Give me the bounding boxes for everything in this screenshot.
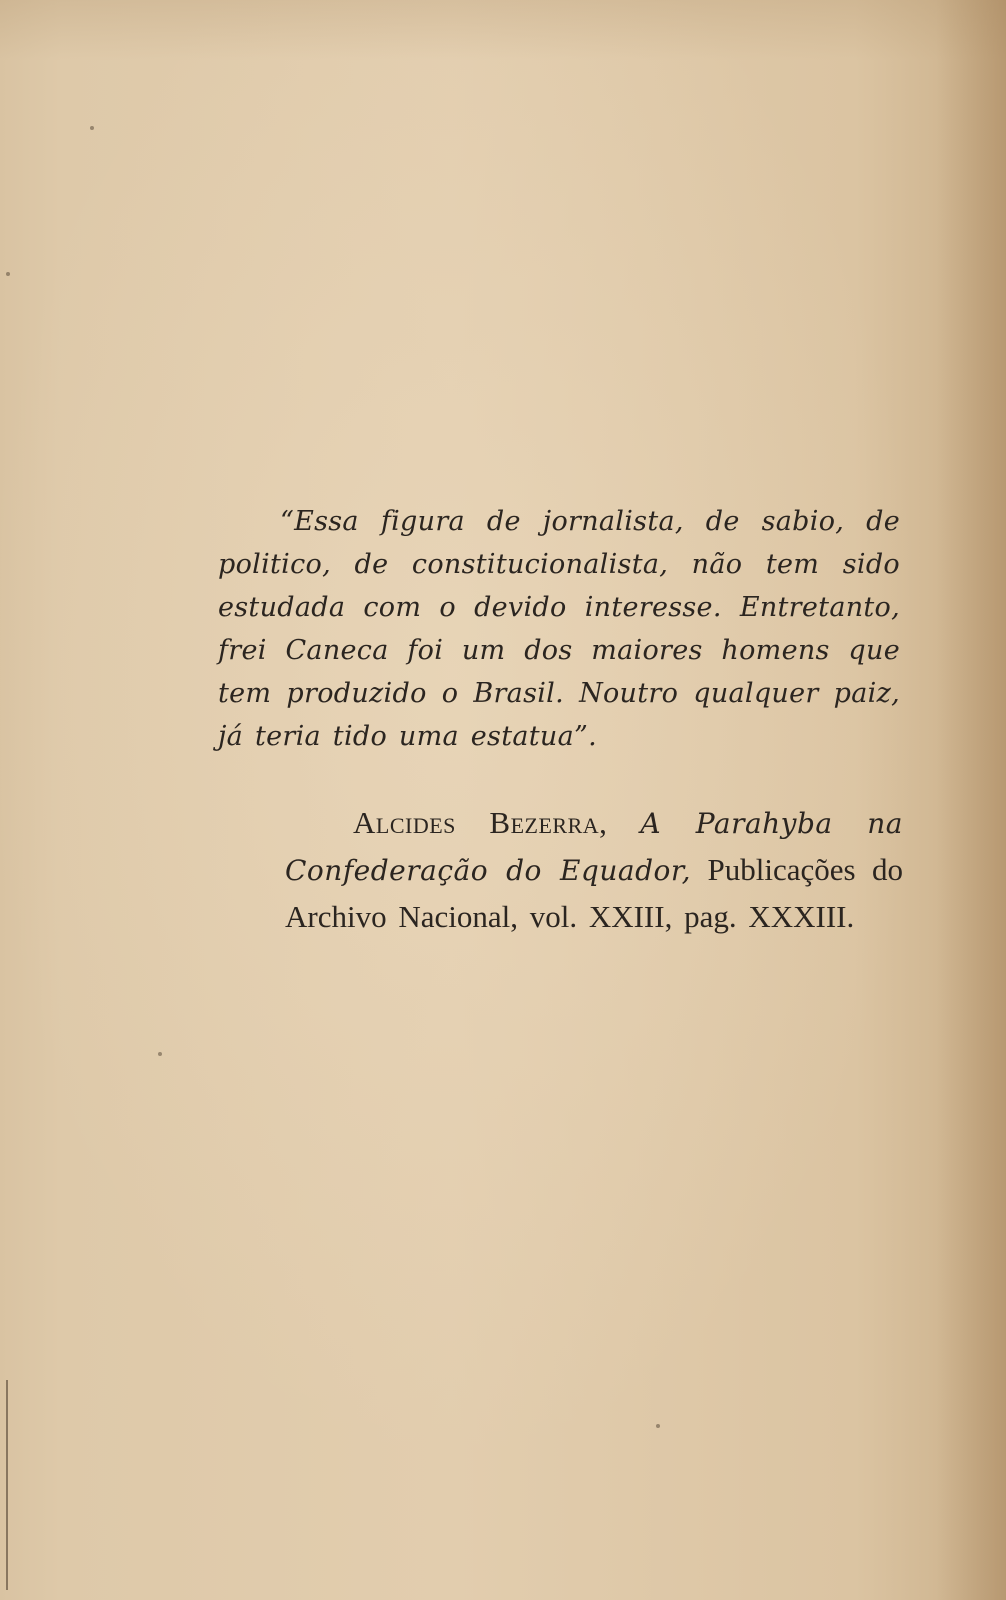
paper-speck xyxy=(656,1424,660,1428)
citation-author: Alcides Bezerra, xyxy=(353,805,608,840)
paper-speck xyxy=(158,1052,162,1056)
paper-speck xyxy=(6,272,10,276)
epigraph-quote: “Essa figura de jornalista, de sabio, de politico, de constitucionalista, não tem sido estudada com o devido interesse. Entretanto, frei Caneca foi um dos maiores homens que tem produzido o Brasil. Noutro qualquer paiz, já teria tido uma estatua”. xyxy=(218,506,900,752)
epigraph-citation xyxy=(285,800,903,940)
citation-title: A Parahyba na Confederação do Equador, xyxy=(285,807,903,887)
paper-speck xyxy=(90,126,94,130)
page-left-mark xyxy=(6,1380,8,1590)
citation-details: Publicações do Archivo Nacional, vol. XXIII, pag. XXXIII. xyxy=(285,852,904,934)
page-edge-shadow xyxy=(936,0,1006,1600)
page-top-shadow xyxy=(0,0,1006,60)
